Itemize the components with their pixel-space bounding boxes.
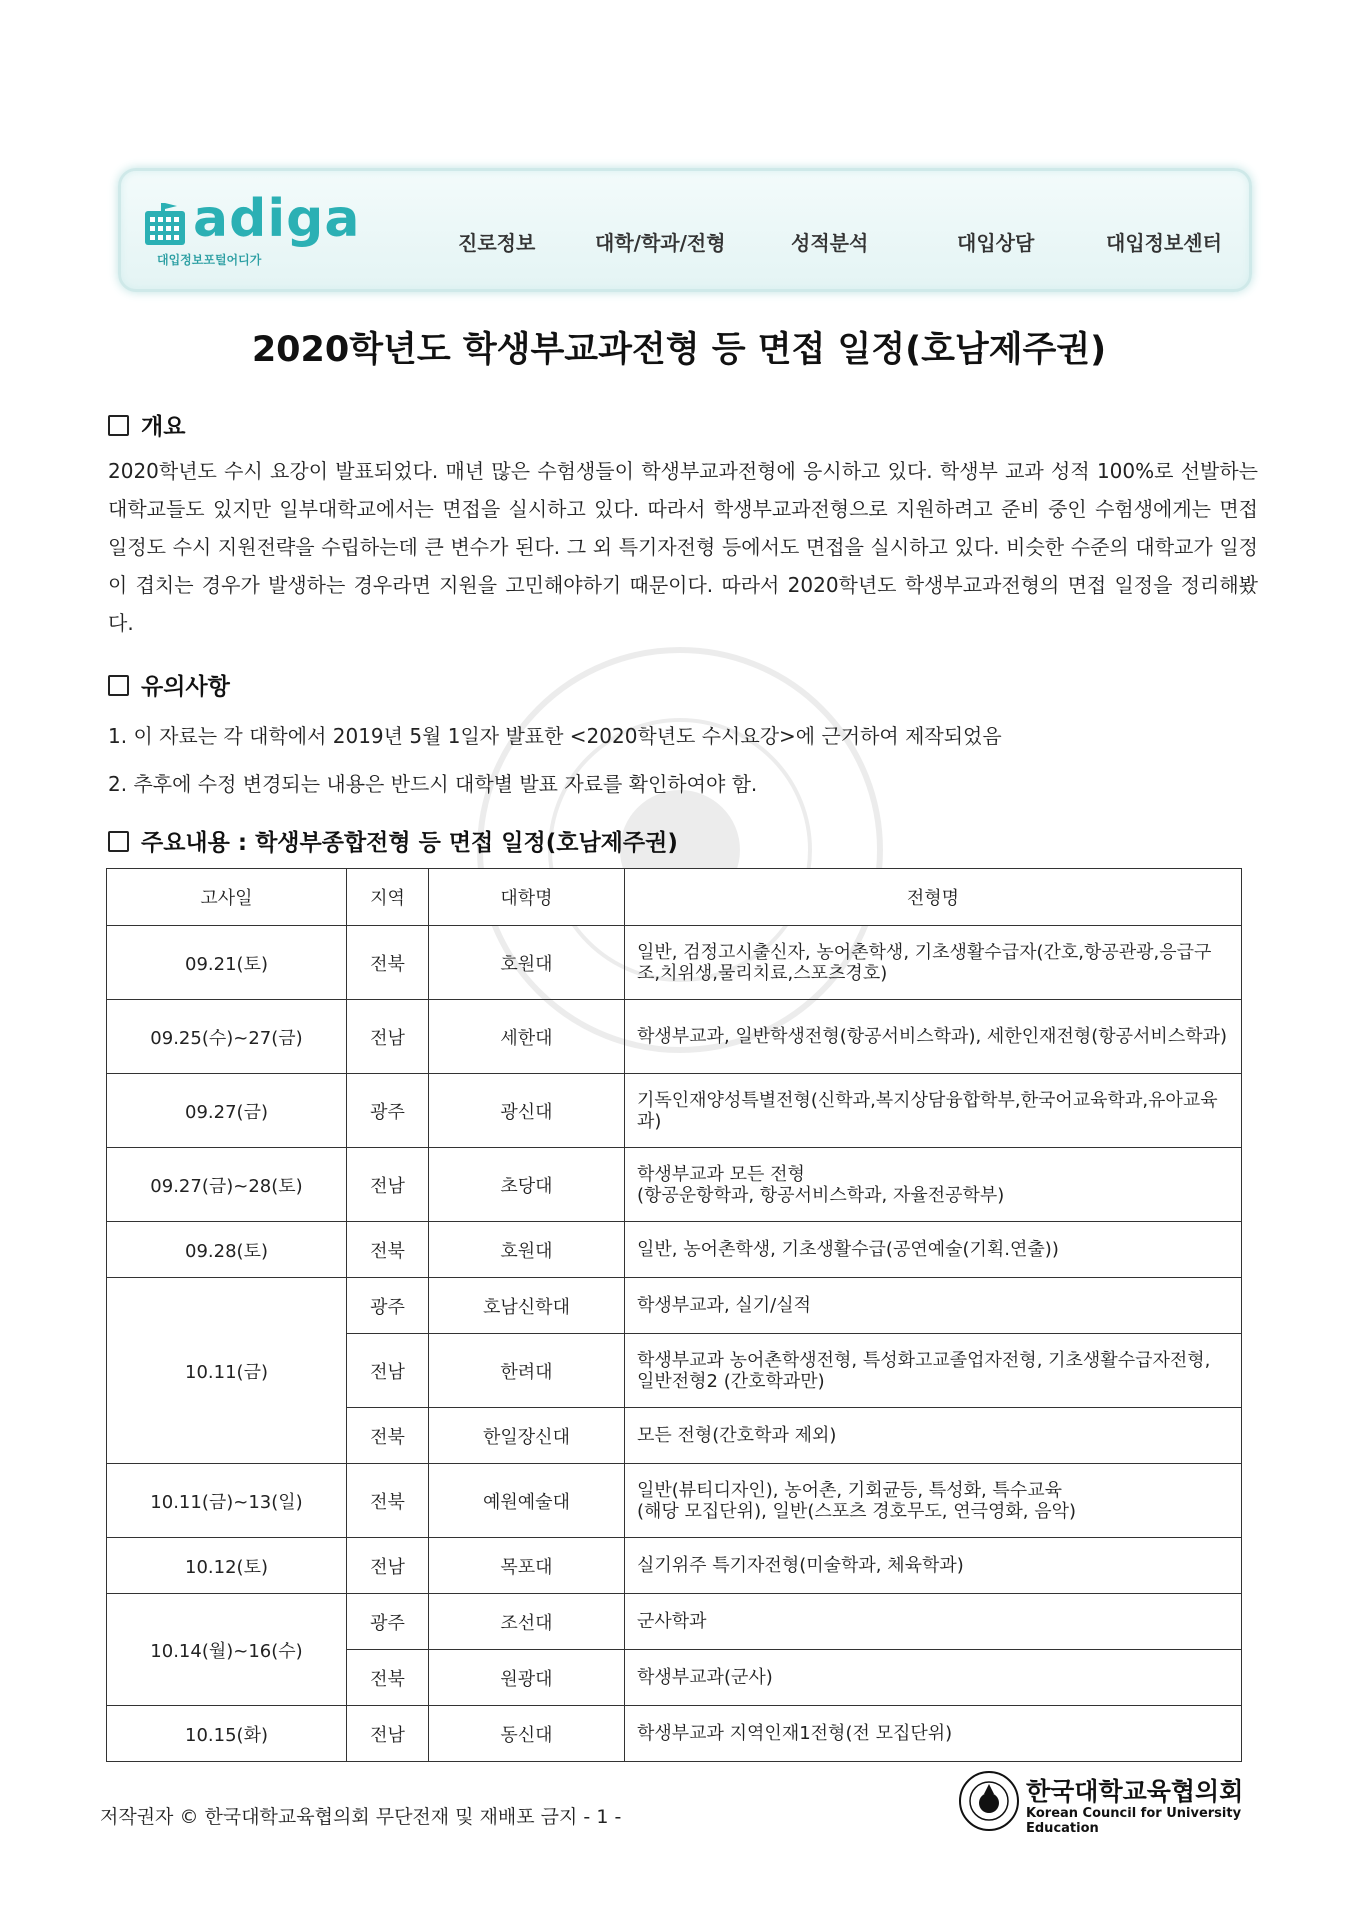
table-row bbox=[107, 1000, 1242, 1074]
cell-date: 09.25(수)~27(금) bbox=[107, 1000, 347, 1074]
nav-info-center[interactable]: 대입정보센터 bbox=[1106, 231, 1222, 255]
cell-university: 초당대 bbox=[429, 1148, 625, 1222]
table-row bbox=[107, 1278, 1242, 1334]
cell-university: 예원예술대 bbox=[429, 1464, 625, 1538]
cell-admission-type: 기독인재양성특별전형(신학과,복지상담융합학부,한국어교육학과,유아교육과) bbox=[625, 1074, 1242, 1148]
notes-heading bbox=[108, 668, 230, 701]
cell-region: 전북 bbox=[347, 1650, 429, 1706]
overview-heading bbox=[108, 408, 185, 441]
cell-admission-type: 일반, 농어촌학생, 기초생활수급(공연예술(기획.연출)) bbox=[625, 1222, 1242, 1278]
logo-subtitle: 대입정보포털어디가 bbox=[157, 253, 262, 267]
cell-region: 광주 bbox=[347, 1074, 429, 1148]
cell-region: 전북 bbox=[347, 926, 429, 1000]
cell-admission-type: 학생부교과 모든 전형 (항공운항학과, 항공서비스학과, 자율전공학부) bbox=[625, 1148, 1242, 1222]
cell-region: 광주 bbox=[347, 1278, 429, 1334]
table-row bbox=[107, 1222, 1242, 1278]
cell-university: 한일장신대 bbox=[429, 1408, 625, 1464]
checkbox-icon bbox=[108, 831, 129, 852]
cell-region: 광주 bbox=[347, 1594, 429, 1650]
table-row bbox=[107, 1464, 1242, 1538]
cell-university: 원광대 bbox=[429, 1650, 625, 1706]
overview-paragraph: 2020학년도 수시 요강이 발표되었다. 매년 많은 수험생들이 학생부교과전형에 응시하고 있다. 학생부 교과 성적 100%로 선발하는 대학교들도 있지만 일부대학교에서는 면접을 실시하고 있다. 따라서 학생부교과전형으로 지원하려고 준비 중인 수험생에게는 면접 일정도 수시 지원전략을 수립하는데 큰 변수가 된다. 그 외 특기자전형 등에서도 면접을 실시하고 있다. 비슷한 수준의 대학교가 일정이 겹치는 경우가 발생하는 경우라면 지원을 고민해야하기 때문이다. 따라서 2020학년도 학생부교과전형의 면접 일정을 정리해봤다. bbox=[108, 459, 1258, 635]
kcue-seal-icon bbox=[958, 1770, 1020, 1832]
table-header-row bbox=[107, 869, 1242, 926]
org-name: 한국대학교육협의회 bbox=[1026, 1777, 1244, 1806]
cell-admission-type: 학생부교과 농어촌학생전형, 특성화고교졸업자전형, 기초생활수급자전형, 일반전형2 (간호학과만) bbox=[625, 1334, 1242, 1408]
cell-region: 전남 bbox=[347, 1706, 429, 1762]
cell-date: 09.27(금) bbox=[107, 1074, 347, 1148]
main-heading bbox=[108, 824, 678, 857]
cell-university: 호원대 bbox=[429, 926, 625, 1000]
note-item: 1. 이 자료는 각 대학에서 2019년 5월 1일자 발표한 <2020학년도 수시요강>에 근거하여 제작되었음 bbox=[108, 724, 1002, 748]
notes-heading-text: 유의사항 bbox=[141, 674, 230, 700]
cell-region: 전북 bbox=[347, 1222, 429, 1278]
cell-region: 전북 bbox=[347, 1408, 429, 1464]
org-name-en: Korean Council for University Education bbox=[1026, 1806, 1242, 1836]
table-row bbox=[107, 926, 1242, 1000]
overview-heading-text: 개요 bbox=[141, 414, 186, 440]
building-icon bbox=[143, 201, 189, 247]
cell-date: 10.14(월)~16(수) bbox=[107, 1594, 347, 1706]
nav-university[interactable]: 대학/학과/전형 bbox=[595, 231, 726, 255]
checkbox-icon bbox=[108, 415, 129, 436]
cell-admission-type: 군사학과 bbox=[625, 1594, 1242, 1650]
cell-admission-type: 일반, 검정고시출신자, 농어촌학생, 기초생활수급자(간호,항공관광,응급구조,치위생,물리치료,스포츠경호) bbox=[625, 926, 1242, 1000]
cell-university: 목포대 bbox=[429, 1538, 625, 1594]
cell-date: 09.27(금)~28(토) bbox=[107, 1148, 347, 1222]
logo-text: adiga bbox=[193, 189, 361, 249]
table-row bbox=[107, 1074, 1242, 1148]
header-admission-type: 전형명 bbox=[625, 869, 1242, 926]
cell-date: 10.15(화) bbox=[107, 1706, 347, 1762]
cell-region: 전남 bbox=[347, 1538, 429, 1594]
nav-grade-analysis[interactable]: 성적분석 bbox=[791, 231, 869, 255]
nav-career[interactable]: 진로정보 bbox=[458, 231, 536, 255]
cell-date: 10.11(금) bbox=[107, 1278, 347, 1464]
nav-consulting[interactable]: 대입상담 bbox=[957, 231, 1035, 255]
cell-university: 호원대 bbox=[429, 1222, 625, 1278]
cell-date: 09.21(토) bbox=[107, 926, 347, 1000]
header-region: 지역 bbox=[347, 869, 429, 926]
table-row bbox=[107, 1538, 1242, 1594]
table-body bbox=[107, 926, 1242, 1762]
table-row bbox=[107, 1594, 1242, 1650]
cell-admission-type: 일반(뷰티디자인), 농어촌, 기회균등, 특성화, 특수교육 (해당 모집단위), 일반(스포츠 경호무도, 연극영화, 음악) bbox=[625, 1464, 1242, 1538]
cell-region: 전북 bbox=[347, 1464, 429, 1538]
cell-date: 10.11(금)~13(일) bbox=[107, 1464, 347, 1538]
checkbox-icon bbox=[108, 675, 129, 696]
note-item: 2. 추후에 수정 변경되는 내용은 반드시 대학별 발표 자료를 확인하여야 함. bbox=[108, 772, 758, 796]
header-date: 고사일 bbox=[107, 869, 347, 926]
cell-admission-type: 학생부교과, 실기/실적 bbox=[625, 1278, 1242, 1334]
cell-region: 전남 bbox=[347, 1334, 429, 1408]
cell-university: 조선대 bbox=[429, 1594, 625, 1650]
cell-university: 광신대 bbox=[429, 1074, 625, 1148]
cell-university: 호남신학대 bbox=[429, 1278, 625, 1334]
page-title: 2020학년도 학생부교과전형 등 면접 일정(호남제주권) bbox=[251, 330, 1107, 370]
kcue-logo bbox=[958, 1768, 1258, 1838]
cell-admission-type: 학생부교과 지역인재1전형(전 모집단위) bbox=[625, 1706, 1242, 1762]
adiga-logo[interactable] bbox=[135, 189, 365, 269]
cell-admission-type: 모든 전형(간호학과 제외) bbox=[625, 1408, 1242, 1464]
main-heading-text: 주요내용 : 학생부종합전형 등 면접 일정(호남제주권) bbox=[141, 830, 678, 856]
cell-admission-type: 학생부교과, 일반학생전형(항공서비스학과), 세한인재전형(항공서비스학과) bbox=[625, 1000, 1242, 1074]
cell-date: 10.12(토) bbox=[107, 1538, 347, 1594]
table-row bbox=[107, 1706, 1242, 1762]
cell-university: 한려대 bbox=[429, 1334, 625, 1408]
table-row bbox=[107, 1148, 1242, 1222]
cell-university: 동신대 bbox=[429, 1706, 625, 1762]
schedule-table bbox=[106, 868, 1242, 1762]
header-banner bbox=[118, 168, 1252, 292]
cell-admission-type: 학생부교과(군사) bbox=[625, 1650, 1242, 1706]
header-university: 대학명 bbox=[429, 869, 625, 926]
cell-region: 전남 bbox=[347, 1000, 429, 1074]
cell-region: 전남 bbox=[347, 1148, 429, 1222]
cell-date: 09.28(토) bbox=[107, 1222, 347, 1278]
cell-university: 세한대 bbox=[429, 1000, 625, 1074]
copyright-text: 저작권자 © 한국대학교육협의회 무단전재 및 재배포 금지 - 1 - bbox=[100, 1806, 622, 1828]
cell-admission-type: 실기위주 특기자전형(미술학과, 체육학과) bbox=[625, 1538, 1242, 1594]
